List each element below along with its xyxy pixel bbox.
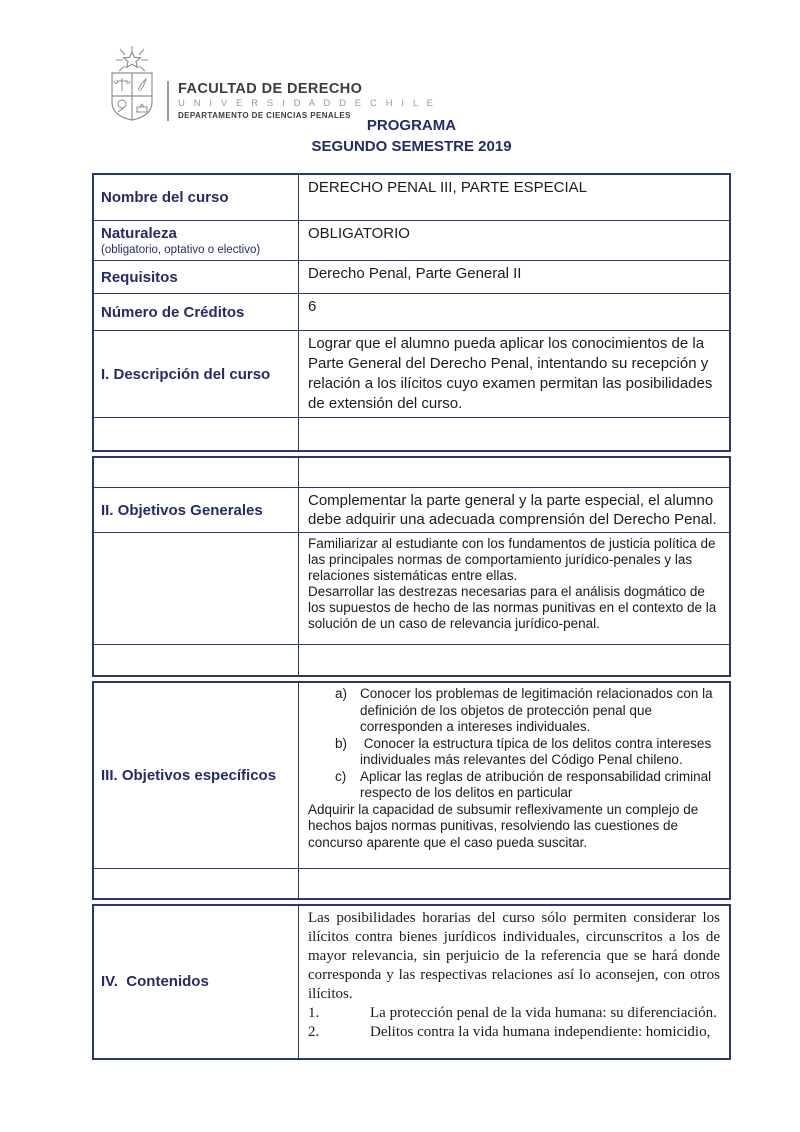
value-objetivos-generales-detalle — [299, 533, 729, 644]
label-requisitos: Requisitos — [94, 261, 299, 293]
university-name: U N I V E R S I D A D D E C H I L E — [178, 98, 437, 109]
empty-value-cell — [299, 645, 729, 675]
value-numero-creditos: 6 — [308, 298, 317, 315]
list-item — [308, 736, 720, 769]
faculty-name: FACULTAD DE DERECHO — [178, 81, 363, 97]
university-logo — [104, 46, 436, 124]
document-title — [92, 115, 731, 157]
empty-label-cell — [94, 869, 299, 898]
label-naturaleza — [94, 221, 299, 260]
list-item-text: La protección penal de la vida humana: su diferenciación. — [370, 1004, 717, 1021]
list-marker: a) — [335, 686, 348, 701]
table-objetivos-generales — [92, 456, 731, 677]
value-naturaleza: OBLIGATORIO — [308, 225, 410, 242]
list-item — [308, 1023, 720, 1042]
table-objetivos-especificos — [92, 681, 731, 900]
list-item — [308, 686, 720, 736]
lettered-list — [308, 686, 720, 802]
table-row — [94, 220, 729, 260]
value-contenidos — [299, 906, 729, 1058]
empty-value-cell — [299, 458, 729, 487]
empty-label-cell — [94, 533, 299, 644]
program-tables — [92, 173, 731, 1064]
label-nombre-del-curso: Nombre del curso — [94, 175, 299, 220]
label-numero-creditos: Número de Créditos — [94, 294, 299, 330]
label-objetivos-generales: II. Objetivos Generales — [94, 488, 299, 532]
list-marker: b) — [335, 735, 348, 751]
value-descripcion-curso: Lograr que el alumno pueda aplicar los conocimientos de la Parte General del Derecho Penal, intentando su recepción y relación a los ilícitos cuyo examen permitan las posibilidades de extensión del curso. — [308, 335, 713, 412]
label-naturaleza-main: Naturaleza — [101, 225, 177, 242]
title-line-semestre: SEGUNDO SEMESTRE 2019 — [311, 138, 512, 155]
paragraph-desarrollar: Desarrollar las destrezas necesarias para el análisis dogmático de los supuestos de hecho de las normas punitivas en el contexto de la solución de un caso de relevancia jurídico-penal. — [308, 584, 717, 631]
empty-label-cell — [94, 418, 299, 450]
table-row-empty — [94, 458, 729, 487]
list-marker: 2. — [308, 1023, 320, 1040]
table-row — [94, 487, 729, 532]
list-item-text: Conocer los problemas de legitimación relacionados con la definición de los objetos de protección penal que corresponden a intereses individuales. — [360, 686, 717, 734]
table-row-empty — [94, 868, 729, 898]
table-row — [94, 906, 729, 1058]
table-row — [94, 293, 729, 330]
university-crest-icon — [104, 46, 160, 124]
list-item-text: Aplicar las reglas de atribución de responsabilidad criminal respecto de los delitos en particular — [360, 768, 715, 800]
table-row — [94, 260, 729, 293]
value-nombre-del-curso: DERECHO PENAL III, PARTE ESPECIAL — [308, 179, 587, 196]
paragraph-familiarizar: Familiarizar al estudiante con los fundamentos de justicia política de las principales normas de comportamiento jurídico-penales y las relaciones sistemáticas entre ellas. — [308, 536, 716, 583]
table-row — [94, 532, 729, 644]
title-line-programa: PROGRAMA — [366, 117, 457, 134]
label-naturaleza-sub: (obligatorio, optativo o electivo) — [101, 244, 261, 256]
table-row — [94, 330, 729, 417]
list-item — [308, 769, 720, 802]
value-requisitos: Derecho Penal, Parte General II — [308, 265, 522, 282]
value-objetivos-generales: Complementar la parte general y la parte especial, el alumno debe adquirir una adecuada comprensión del Derecho Penal. — [308, 492, 717, 528]
list-marker: 1. — [308, 1004, 320, 1021]
label-objetivos-especificos: III. Objetivos específicos — [94, 683, 299, 868]
department-name: DEPARTAMENTO DE CIENCIAS PENALES — [178, 111, 351, 120]
label-contenidos: IV. Contenidos — [94, 906, 299, 1058]
table-row — [94, 683, 729, 868]
list-marker: c) — [335, 768, 347, 784]
list-item — [308, 1004, 720, 1023]
table-row-empty — [94, 644, 729, 675]
numbered-list — [308, 1004, 720, 1042]
table-row-empty — [94, 417, 729, 450]
empty-label-cell — [94, 645, 299, 675]
list-item-text: Delitos contra la vida humana independiente: homicidio, — [370, 1023, 711, 1040]
paragraph-adquirir: Adquirir la capacidad de subsumir reflexivamente un complejo de hechos bajos normas punitivas, resolviendo las cuestiones de concurso aparente que el caso pueda suscitar. — [308, 801, 699, 850]
label-descripcion-curso: I. Descripción del curso — [94, 331, 299, 417]
table-row — [94, 175, 729, 220]
list-item-text: Conocer la estructura típica de los delitos contra intereses individuales más relevantes del Código Penal chileno. — [360, 735, 715, 767]
empty-value-cell — [299, 869, 729, 898]
table-course-info — [92, 173, 731, 452]
empty-label-cell — [94, 458, 299, 487]
paragraph-contenidos-intro: Las posibilidades horarias del curso sólo permiten considerar los ilícitos contra bienes jurídicos individuales, circunscritos a los de mayor relevancia, sin perjuicio de la referencia que se hará donde corresponda y las respectivas relaciones así lo aconsejen, con otros ilícitos. — [308, 909, 720, 1002]
table-contenidos — [92, 904, 731, 1060]
empty-value-cell — [299, 418, 729, 450]
value-objetivos-especificos — [299, 683, 729, 868]
